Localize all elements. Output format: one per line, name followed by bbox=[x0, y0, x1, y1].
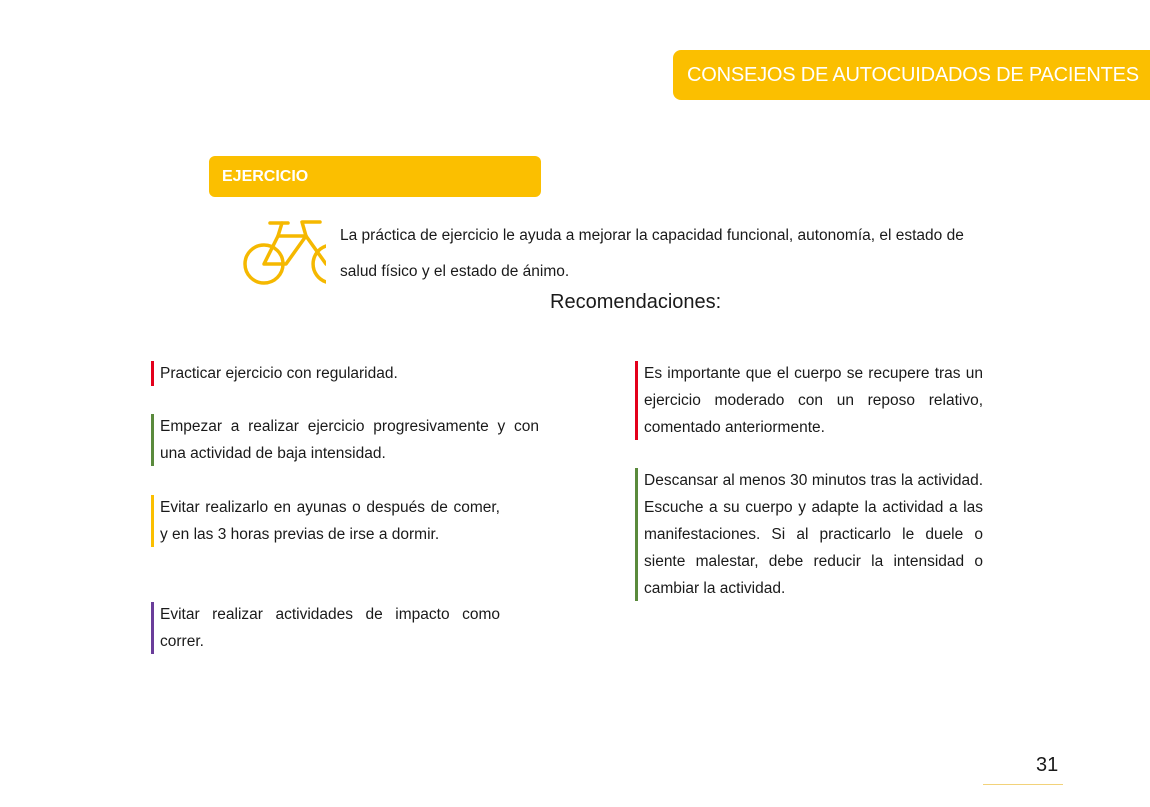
recommendation-text: Es importante que el cuerpo se recupere tras un ejercicio moderado con un reposo relativo, comentado anteriormente. bbox=[644, 365, 983, 436]
recommendation-color-bar bbox=[635, 468, 638, 601]
document-header-title: CONSEJOS DE AUTOCUIDADOS DE PACIENTES bbox=[687, 63, 1139, 86]
section-intro-text: La práctica de ejercicio le ayuda a mejorar la capacidad funcional, autonomía, el estado de salud físico y el estado de ánimo. bbox=[340, 227, 964, 280]
recommendation-text: Evitar realizarlo en ayunas o después de comer, y en las 3 horas previas de irse a dormir. bbox=[160, 499, 500, 543]
recommendation-item bbox=[635, 467, 983, 602]
bicycle-icon bbox=[242, 218, 326, 288]
recommendation-text: Descansar al menos 30 minutos tras la actividad. Escuche a su cuerpo y adapte la actividad a las manifestaciones. Si al practicarlo le duele o siente malestar, debe reducir la intensidad o cambiar la actividad. bbox=[644, 472, 983, 597]
section-title-banner bbox=[209, 156, 541, 197]
recommendation-item bbox=[151, 601, 500, 655]
section-title: EJERCICIO bbox=[222, 167, 309, 185]
recommendation-text: Practicar ejercicio con regularidad. bbox=[160, 365, 398, 382]
recommendation-color-bar bbox=[151, 602, 154, 654]
document-header-banner bbox=[673, 50, 1150, 100]
recommendations-heading: Recomendaciones: bbox=[550, 291, 722, 313]
recommendation-item bbox=[151, 494, 500, 548]
recommendation-item bbox=[151, 360, 539, 387]
recommendation-color-bar bbox=[151, 361, 154, 386]
recommendation-text: Evitar realizar actividades de impacto como correr. bbox=[160, 606, 500, 650]
recommendation-color-bar bbox=[151, 495, 154, 547]
recommendation-color-bar bbox=[635, 361, 638, 440]
page-number-rule bbox=[983, 784, 1063, 785]
recommendation-item bbox=[151, 413, 539, 467]
page-number: 31 bbox=[1036, 754, 1059, 776]
recommendation-text: Empezar a realizar ejercicio progresivamente y con una actividad de baja intensidad. bbox=[160, 418, 539, 462]
recommendation-color-bar bbox=[151, 414, 154, 466]
recommendation-item bbox=[635, 360, 983, 441]
